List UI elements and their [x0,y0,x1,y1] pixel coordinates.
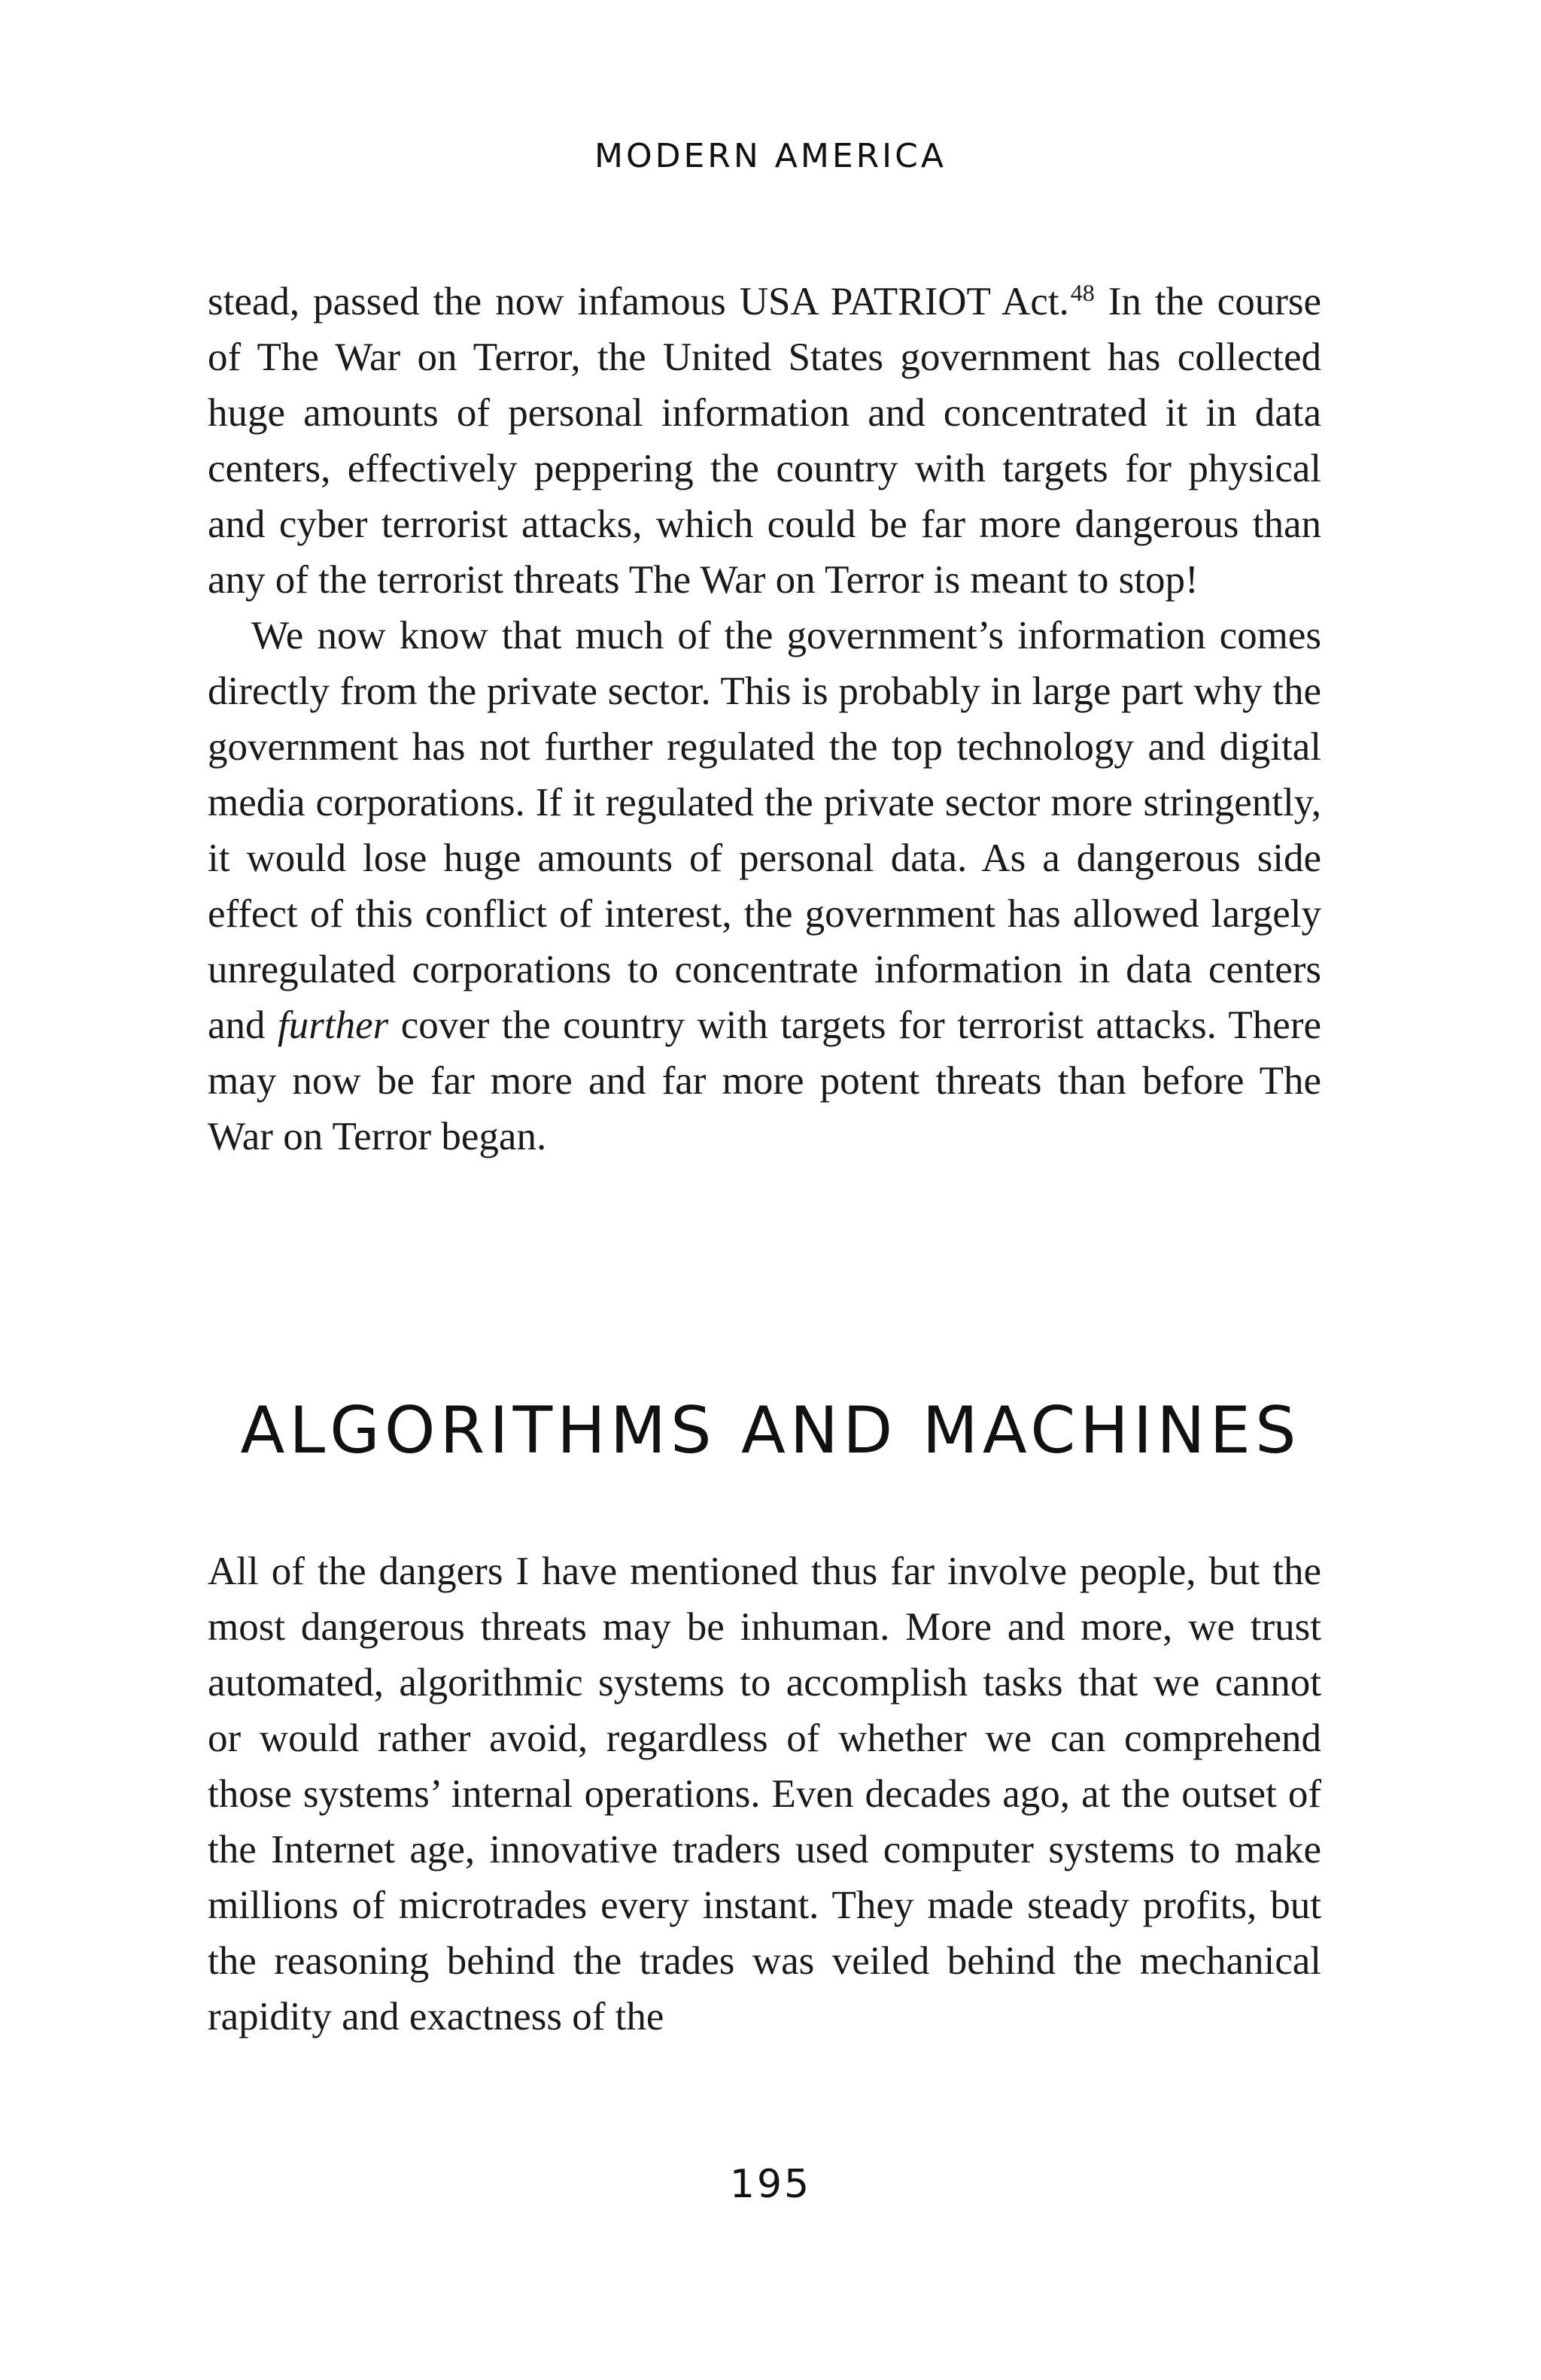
page-number: 195 [729,2162,812,2207]
paragraph [208,608,1321,1164]
paragraph-text: cover the country with targets for terrorist attacks. There may now be far more and far more potent threats than before The War on Terror began. [208,1003,1322,1158]
footnote-marker: 48 [1070,279,1095,306]
paragraph: All of the dangers I have mentioned thus far involve people, but the most dangerous threats may be inhuman. More and more, we trust automated, algorithmic systems to accomplish tasks that we cannot or would rather avoid, regardless of whether we can comprehend those systems’ internal operations. Even decades ago, at the outset of the Internet age, innovative traders used computer systems to make millions of microtrades every instant. They made steady profits, but the reasoning behind the trades was veiled behind the mechanical rapidity and exactness of the [208,1550,1321,2038]
section-heading: ALGORITHMS AND MACHINES [240,1393,1301,1468]
paragraph-continued [208,274,1321,608]
body-text-section [208,1544,1321,2045]
emphasized-word: further [278,1003,389,1047]
paragraph-text: In the course of The War on Terror, the United States government has collected huge amounts of personal information and concentrated it in data centers, effectively peppering the country with targets for physical and cyber terrorist attacks, which could be far more dangerous than any of the terrorist threats The War on Terror is meant to stop! [208,280,1321,602]
paragraph-text: We now know that much of the government’s information comes directly from the private sector. This is probably in large part why the government has not further regulated the top technology and digital media corporations. If it regulated the private sector more stringently, it would lose huge amounts of personal data. As a dangerous side effect of this conflict of interest, the government has allowed largely unregulated corporations to concentrate information in data centers and [208,614,1321,1047]
paragraph-text: stead, passed the now infamous USA PATRIOT Act. [208,280,1069,323]
body-text-top [208,274,1321,1164]
running-head: MODERN AMERICA [594,137,947,175]
